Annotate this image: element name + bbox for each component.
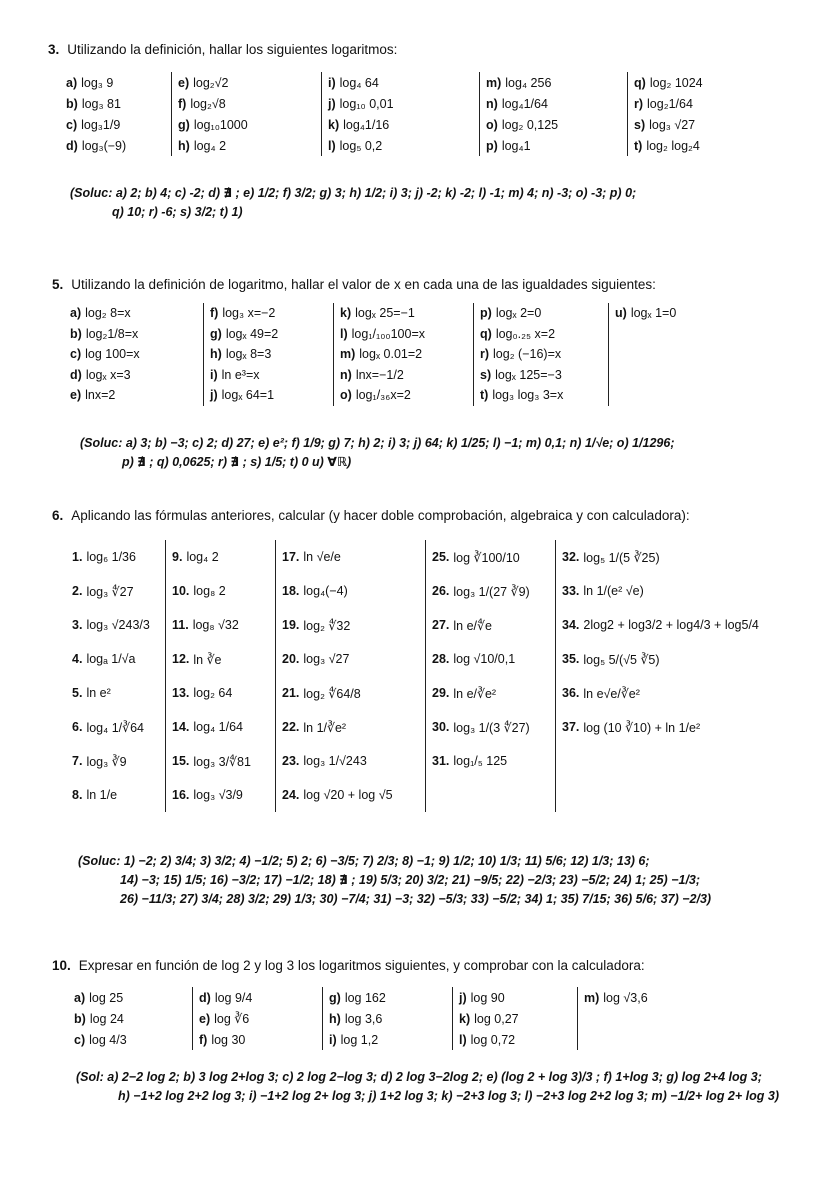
exercise-column [426,540,556,812]
section-number: 10. [52,958,71,973]
section-5-solutions [80,434,810,472]
exercise-column [556,540,786,812]
exercise-column [334,303,474,406]
solution-line: q) 10; r) -6; s) 3/2; t) 1) [112,205,243,219]
exercise-column [609,303,744,406]
exercise-item: q) log₂ 1024 [634,75,703,90]
exercise-item: n) log₄1/64 [486,96,548,111]
exercise-item: i) ln e³=x [210,367,260,382]
exercise-item: g) log₁₀1000 [178,117,248,132]
exercise-item: d) log₃(−9) [66,138,127,153]
exercise-item: m) log √3,6 [584,990,648,1005]
exercise-item: b) log₃ 81 [66,96,121,111]
solution-line: p) ∄ ; q) 0,0625; r) ∄ ; s) 1/5; t) 0 u) ∀ℝ) [122,455,352,469]
exercise-item: 25. log ∛100/10 [432,550,520,565]
section-number: 6. [52,508,64,523]
exercise-item: a) log 25 [74,990,124,1005]
exercise-item: 17. ln √e/e [282,550,341,564]
exercise-column [322,72,480,156]
exercise-item: 5. ln e² [72,686,111,700]
exercise-item: s) log₃ √27 [634,117,696,132]
exercise-item: j) logₓ 64=1 [210,388,275,403]
exercise-item: 31. log₁/₅ 125 [432,754,508,768]
exercise-item: j) log 90 [459,990,505,1005]
exercise-item: k) log 0,27 [459,1011,519,1026]
section-6-title [52,508,690,523]
exercise-item: 12. ln ∛e [172,652,222,667]
exercise-column [480,72,628,156]
exercise-item: f) log 30 [199,1032,246,1047]
exercise-item: 36. ln e√e/∛e² [562,686,640,701]
exercise-column [166,540,276,812]
exercise-item: 35. log₅ 5/(√5 ∛5) [562,652,660,667]
exercise-item: 9. log₄ 2 [172,550,219,564]
solution-line: (Soluc: a) 2; b) 4; c) -2; d) ∄ ; e) 1/2; f) 3/2; g) 3; h) 1/2; i) 3; j) -2; k) -2; l) -1; m) 4; n) -3; o) -3; p) 0; [70,186,637,200]
exercise-item: k) log₄1/16 [328,117,390,132]
exercise-item: 27. ln e/∜e [432,618,492,633]
exercise-item: d) logₓ x=3 [70,367,131,382]
exercise-item: f) log₂√8 [178,96,226,111]
exercise-item: c) log₃1/9 [66,117,121,132]
section-5-title [52,277,656,292]
section-5-exercise-grid [64,303,744,406]
exercise-item: j) log₁₀ 0,01 [328,96,394,111]
exercise-item: m) log₄ 256 [486,75,552,90]
exercise-column [628,72,760,156]
exercise-item: 1. log₆ 1/36 [72,550,136,564]
section-3-solutions [70,184,810,222]
exercise-item: i) log₄ 64 [328,75,379,90]
exercise-item: 6. log₄ 1/∛64 [72,720,144,735]
exercise-item: l) log₅ 0,2 [328,138,383,153]
exercise-item: 21. log₂ ∜64/8 [282,686,361,701]
exercise-item: p) log₄1 [486,138,531,153]
solution-line: (Soluc: a) 3; b) −3; c) 2; d) 27; e) e²; f) 1/9; g) 7; h) 2; i) 3; j) 64; k) 1/25; l) −1; m) 0,1; n) 1/√e; o) 1/1296; [80,436,675,450]
section-6-solutions [78,852,818,909]
exercise-item: h) log 3,6 [329,1011,383,1026]
exercise-item: h) log₄ 2 [178,138,227,153]
section-3-exercise-grid [60,72,760,156]
exercise-item: r) log₂ (−16)=x [480,347,562,362]
exercise-item: 14. log₄ 1/64 [172,720,243,734]
exercise-item: o) log₁/₃₆x=2 [340,388,411,403]
exercise-item: 13. log₂ 64 [172,686,233,700]
exercise-item: 24. log √20 + log √5 [282,788,393,802]
exercise-item: 23. log₃ 1/√243 [282,754,367,768]
exercise-item: o) log₂ 0,125 [486,117,559,132]
exercise-item: 37. log (10 ∛10) + ln 1/e² [562,720,701,735]
exercise-item: 18. log₄(−4) [282,584,348,598]
exercise-column [172,72,322,156]
exercise-item: 32. log₅ 1/(5 ∛25) [562,550,660,565]
exercise-item: r) log₂1/64 [634,96,693,111]
solution-line: h) −1+2 log 2+2 log 3; i) −1+2 log 2+ log 3; j) 1+2 log 3; k) −2+3 log 3; l) −2+3 log 2+2 log 3; m) −1/2+ log 2+ log 3) [118,1089,779,1103]
exercise-column [474,303,609,406]
exercise-item: e) log₂√2 [178,75,229,90]
exercise-column [68,987,193,1050]
exercise-item: 19. log₂ ∜32 [282,618,351,633]
exercise-column [66,540,166,812]
exercise-item: k) logₓ 25=−1 [340,306,415,321]
exercise-item: 4. logₐ 1/√a [72,652,136,666]
exercise-item: 34. 2log2 + log3/2 + log4/3 + log5/4 [562,618,759,632]
exercise-item: 22. ln 1/∛e² [282,720,347,735]
exercise-column [60,72,172,156]
section-10-title [52,958,645,973]
exercise-item: i) log 1,2 [329,1032,379,1047]
section-heading: Expresar en función de log 2 y log 3 los logaritmos siguientes, y comprobar con la calculadora: [78,958,645,973]
exercise-column [323,987,453,1050]
section-number: 5. [52,277,64,292]
exercise-item: t) log₂ log₂4 [634,138,700,153]
exercise-item: c) log 4/3 [74,1032,127,1047]
exercise-item: 3. log₃ √243/3 [72,618,150,632]
exercise-item: e) log ∛6 [199,1011,250,1026]
exercise-item: m) logₓ 0.01=2 [340,347,423,362]
exercise-item: 15. log₃ 3/∜81 [172,754,251,769]
exercise-item: l) log 0,72 [459,1032,516,1047]
solution-line: 26) −11/3; 27) 3/4; 28) 3/2; 29) 1/3; 30) −7/4; 31) −3; 32) −5/3; 33) −5/2; 34) 1; 35) 7/15; 36) 5/6; 37) −2/3) [120,892,712,906]
exercise-item: a) log₂ 8=x [70,306,131,321]
exercise-item: 10. log₈ 2 [172,584,226,598]
exercise-item: 16. log₃ √3/9 [172,788,243,802]
exercise-column [204,303,334,406]
exercise-column [193,987,323,1050]
exercise-item: 7. log₃ ∛9 [72,754,127,769]
section-number: 3. [48,42,60,57]
exercise-item: c) log 100=x [70,347,140,362]
exercise-item: l) log₁/₁₀₀100=x [340,326,426,341]
exercise-item: d) log 9/4 [199,990,253,1005]
exercise-item: 28. log √10/0,1 [432,652,516,666]
exercise-item: 29. ln e/∛e² [432,686,497,701]
exercise-item: g) logₓ 49=2 [210,326,279,341]
exercise-item: b) log 24 [74,1011,124,1026]
exercise-item: h) logₓ 8=3 [210,347,272,362]
solution-line: (Soluc: 1) −2; 2) 3/4; 3) 3/2; 4) −1/2; 5) 2; 6) −3/5; 7) 2/3; 8) −1; 9) 1/2; 10) 1/3; 11) 5/6; 12) 1/3; 13) 6; [78,854,650,868]
exercise-item: a) log₃ 9 [66,75,114,90]
section-6-exercise-grid [66,540,786,812]
section-heading: Utilizando la definición de logaritmo, hallar el valor de x en cada una de las igualdades siguientes: [71,277,656,292]
exercise-item: b) log₂1/8=x [70,326,139,341]
exercise-item: e) lnx=2 [70,388,116,403]
section-3-title [48,42,397,57]
exercise-item: 2. log₃ ∜27 [72,584,134,599]
exercise-item: p) logₓ 2=0 [480,306,542,321]
solution-line: (Sol: a) 2−2 log 2; b) 3 log 2+log 3; c) 2 log 2−log 3; d) 2 log 3−2log 2; e) (log 2 + log 3)/3 ; f) 1+log 3; g) log 2+4 log 3; [76,1070,762,1084]
section-heading: Aplicando las fórmulas anteriores, calcular (y hacer doble comprobación, algebraica y con calculadora): [71,508,690,523]
exercise-item: 30. log₃ 1/(3 ∜27) [432,720,530,735]
exercise-item: 8. ln 1/e [72,788,118,802]
exercise-item: n) lnx=−1/2 [340,367,404,382]
solution-line: 14) −3; 15) 1/5; 16) −3/2; 17) −1/2; 18) ∄ ; 19) 5/3; 20) 3/2; 21) −9/5; 22) −2/3; 23) −5/2; 24) 1; 25) −1/3; [120,873,701,887]
exercise-column [276,540,426,812]
exercise-column [453,987,578,1050]
exercise-item: s) logₓ 125=−3 [480,367,562,382]
exercise-item: 11. log₈ √32 [172,618,239,632]
exercise-column [578,987,708,1050]
section-10-exercise-grid [68,987,708,1050]
exercise-item: g) log 162 [329,990,386,1005]
exercise-item: u) logₓ 1=0 [615,306,677,321]
exercise-item: 20. log₃ √27 [282,652,350,666]
exercise-column [64,303,204,406]
exercise-item: 33. ln 1/(e² √e) [562,584,644,598]
exercise-item: f) log₃ x=−2 [210,306,276,321]
section-10-solutions [76,1068,816,1106]
section-heading: Utilizando la definición, hallar los siguientes logaritmos: [67,42,398,57]
exercise-item: q) log₀.₂₅ x=2 [480,326,556,341]
exercise-item: 26. log₃ 1/(27 ∛9) [432,584,530,599]
exercise-item: t) log₃ log₃ 3=x [480,388,564,403]
